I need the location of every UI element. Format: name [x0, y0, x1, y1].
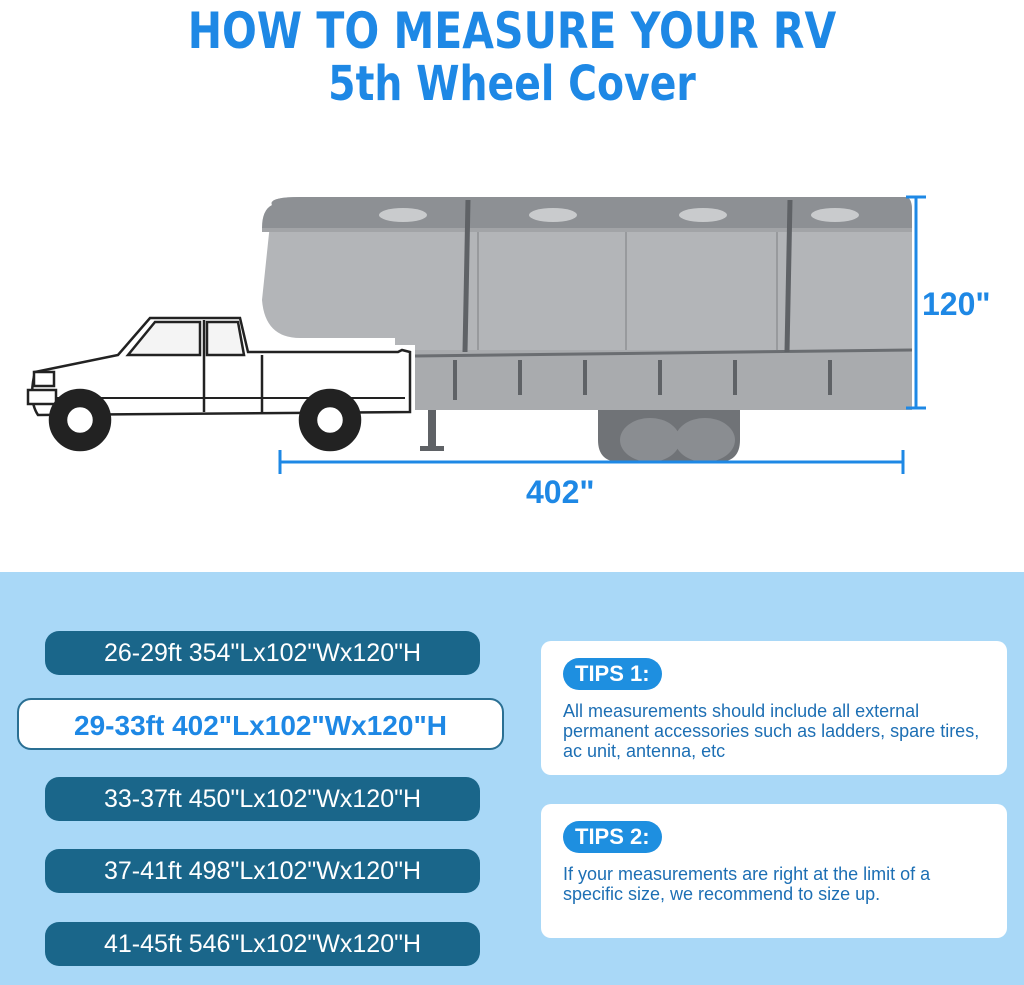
length-dimension-line	[280, 450, 903, 474]
tip-card-1	[541, 641, 1007, 775]
tip-text-1: All measurements should include all external permanent accessories such as ladders, spare tires, ac unit, antenna, etc	[563, 701, 980, 761]
page-title-line2: 5th Wheel Cover	[328, 56, 696, 112]
size-option-29-33ft-selected[interactable]: 29-33ft 402"Lx102"Wx120"H	[17, 698, 504, 750]
size-option-33-37ft[interactable]: 33-37ft 450"Lx102"Wx120"H	[45, 777, 480, 821]
size-option-26-29ft[interactable]: 26-29ft 354"Lx102"Wx120"H	[45, 631, 480, 675]
size-option-41-45ft[interactable]: 41-45ft 546"Lx102"Wx120"H	[45, 922, 480, 966]
page-title-line1: HOW TO MEASURE YOUR RV	[187, 2, 837, 60]
tip-card-2	[541, 804, 1007, 938]
size-option-37-41ft[interactable]: 37-41ft 498"Lx102"Wx120"H	[45, 849, 480, 893]
tip-text-2: If your measurements are right at the limit of a specific size, we recommend to size up.	[563, 864, 931, 904]
tip-badge-2: TIPS 2:	[563, 821, 662, 853]
tip-badge-1: TIPS 1:	[563, 658, 662, 690]
height-dimension-label: 120"	[922, 286, 991, 322]
length-dimension-label: 402"	[526, 474, 595, 510]
rv-illustration	[0, 140, 1024, 560]
